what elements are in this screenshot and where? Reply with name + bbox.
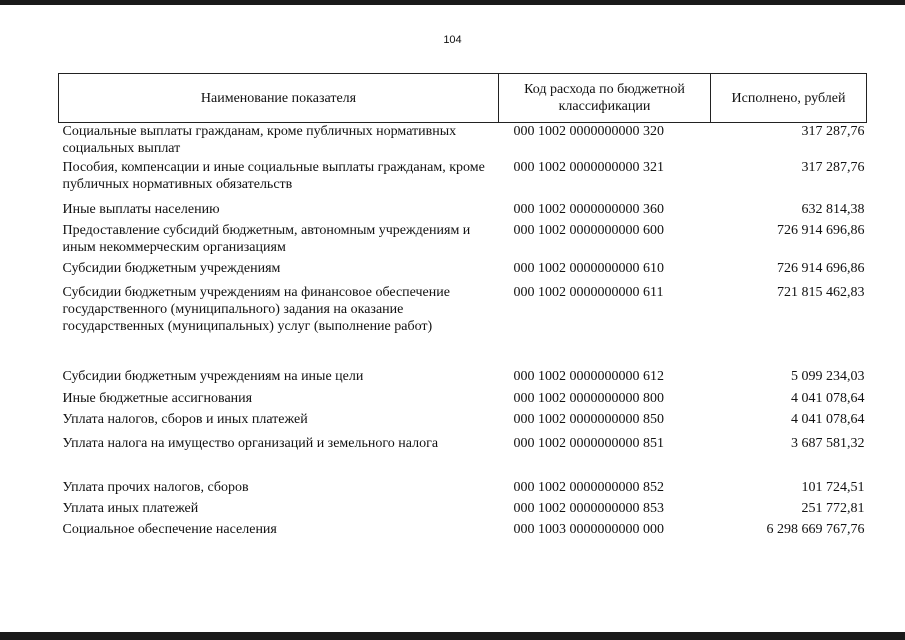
row-budget-code: 000 1002 0000000000 360 [513,201,664,217]
table-row [59,390,867,411]
row-indicator-name: Субсидии бюджетным учреждениям [62,260,281,276]
table-row [59,260,867,284]
row-executed-amount: 317 287,76 [801,124,865,139]
row-indicator-name: Уплата налога на имущество организаций и земельного налога [62,435,439,451]
row-budget-code: 000 1002 0000000000 852 [513,479,664,495]
row-budget-code: 000 1002 0000000000 600 [513,222,664,238]
row-executed-amount: 632 814,38 [801,201,865,217]
header-indicator-name: Наименование показателя [59,74,499,123]
row-executed-amount: 317 287,76 [801,159,865,175]
row-budget-code: 000 1003 0000000000 000 [513,521,664,537]
row-executed-amount: 4 041 078,64 [791,411,865,427]
budget-expenditure-table [58,73,867,542]
row-indicator-name: Уплата прочих налогов, сборов [62,479,249,495]
row-budget-code: 000 1002 0000000000 850 [513,411,664,427]
table-row [59,368,867,390]
bottom-border-rule [0,632,905,640]
row-indicator-name: Социальные выплаты гражданам, кроме публичных нормативных социальных выплат [62,124,457,156]
row-executed-amount: 726 914 696,86 [777,222,865,238]
row-executed-amount: 721 815 462,83 [777,284,865,300]
row-indicator-name: Пособия, компенсации и иные социальные выплаты гражданам, кроме публичных нормативных обязательств [62,159,485,192]
row-budget-code: 000 1002 0000000000 320 [513,124,664,139]
table-row [59,435,867,479]
row-indicator-name: Субсидии бюджетным учреждениям на иные цели [62,368,364,384]
row-executed-amount: 6 298 669 767,76 [766,521,865,537]
row-budget-code: 000 1002 0000000000 612 [513,368,664,384]
row-indicator-name: Иные выплаты населению [62,201,220,217]
table-row [59,222,867,260]
table-row [59,500,867,521]
row-budget-code: 000 1002 0000000000 610 [513,260,664,276]
table-row [59,201,867,222]
table-row [59,123,867,159]
top-border-rule [0,0,905,5]
table-row [59,521,867,542]
row-executed-amount: 5 099 234,03 [791,368,865,384]
row-budget-code: 000 1002 0000000000 851 [513,435,664,451]
table-row [59,159,867,201]
header-executed-amount: Исполнено, рублей [711,74,867,123]
row-executed-amount: 4 041 078,64 [791,390,865,406]
row-executed-amount: 3 687 581,32 [791,435,865,451]
row-executed-amount: 101 724,51 [801,479,865,495]
table-row [59,284,867,368]
row-budget-code: 000 1002 0000000000 611 [513,284,664,300]
table-header-row [59,74,867,123]
row-indicator-name: Уплата иных платежей [62,500,199,516]
header-budget-code: Код расхода по бюджетной классификации [499,74,711,123]
row-indicator-name: Иные бюджетные ассигнования [62,390,253,406]
row-indicator-name: Субсидии бюджетным учреждениям на финансовое обеспечение государственного (муниципального) задания на оказание государственных (муниципальных) услуг (выполнение работ) [62,284,450,334]
row-budget-code: 000 1002 0000000000 800 [513,390,664,406]
table-row [59,479,867,500]
row-budget-code: 000 1002 0000000000 853 [513,500,664,516]
row-executed-amount: 726 914 696,86 [777,260,865,276]
table-row [59,411,867,435]
page-number: 104 [443,34,462,46]
row-indicator-name: Уплата налогов, сборов и иных платежей [62,411,308,427]
row-budget-code: 000 1002 0000000000 321 [513,159,664,175]
row-indicator-name: Предоставление субсидий бюджетным, автономным учреждениям и иным некоммерческим организациям [62,222,471,255]
row-indicator-name: Социальное обеспечение населения [62,521,277,537]
row-executed-amount: 251 772,81 [801,500,865,516]
